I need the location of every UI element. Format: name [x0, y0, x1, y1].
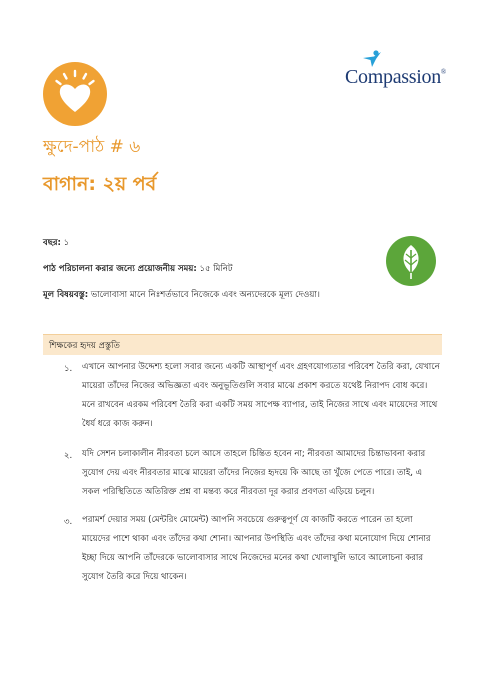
heart-icon [43, 62, 107, 126]
leaf-badge [386, 236, 436, 286]
list-item-number: ১. [64, 364, 73, 374]
section-heading: শিক্ষকের হৃদয় প্রস্তুতি [49, 341, 120, 351]
meta-year [43, 236, 69, 250]
year-label: বছর: [43, 238, 61, 248]
theme-label: মূল বিষয়বস্তু: [43, 290, 89, 300]
list-item-number: ৩. [64, 517, 73, 527]
list-item-text: যদি সেশন চলাকালীন নীরবতা চলে আসে তাহলে চিন্তিত হবেন না; নীরবতা আমাদের চিন্তাভাবনা করার সুযোগ দেয় এবং নীরবতার মাঝে মায়েরা তাঁদের নিজের হৃদয়ে কি আছে তা খুঁজে পেতে পারে। তাই, এ সকল পরিস্থিতিতে অতিরিক্ত প্রশ্ন বা মন্তব্য করে নীরবতা দূর করার প্রবণতা এড়িয়ে চলুন। [82, 449, 426, 497]
time-value: ১৫ মিনিট [196, 264, 233, 274]
list-item-text: পরামর্শ দেয়ার সময় (মেন্টরিং মোমেন্ট) আপনি সবচেয়ে গুরুত্বপূর্ণ যে কাজটি করতে পারেন তা হলো মায়েদের পাশে থাকা এবং তাঁদের কথা শোনা। আপনার উপস্থিতি এবং তাঁদের কথা মনোযোগ দিয়ে শোনার ইচ্ছা দিয়ে আপনি তাঁদেরকে ভালোবাসার সাথে নিজেদের মনের কথা খোলাখুলি ভাবে আলোচনা করার সুযোগ তৈরি করে দিয়ে থাকেন। [82, 515, 431, 582]
page-title: বাগান: ২য় পর্ব [43, 173, 157, 195]
section-heading-bar [43, 334, 442, 355]
time-label: পাঠ পরিচালনা করার জন্যে প্রয়োজনীয় সময়: [43, 264, 197, 274]
theme-value: ভালোবাসা মানে নিঃশর্তভাবে নিজেকে এবং অন্যদেরকে মূল্য দেওয়া। [88, 290, 320, 300]
meta-time [43, 262, 233, 276]
list-item-text: এখানে আপনার উদ্দেশ্য হলো সবার জন্যে একটি আস্থাপূর্ণ এবং গ্রহণযোগ্যতার পরিবেশ তৈরি করা, যেখানে মায়েরা তাঁদের নিজের অভিজ্ঞতা এবং অনুভূতিগুলি সবার মাঝে প্রকাশ করতে যথেষ্ট নিরাপদ বোধ করে। মনে রাখবেন এরকম পরিবেশ তৈরি করা একটি সময় সাপেক্ষ ব্যাপার, তাই নিজের সাথে এবং মায়েদের সাথে ধৈর্য ধরে কাজ করুন। [82, 362, 440, 429]
leaf-icon [386, 236, 436, 286]
lesson-number: ক্ষুদে-পাঠ # ৬ [43, 137, 141, 157]
meta-theme [43, 288, 320, 302]
year-value: ১ [60, 238, 70, 248]
compassion-logo [345, 50, 445, 90]
heart-badge [43, 62, 107, 126]
list-item-number: ২. [64, 451, 73, 461]
logo-wordmark: Compassion® [345, 66, 446, 88]
